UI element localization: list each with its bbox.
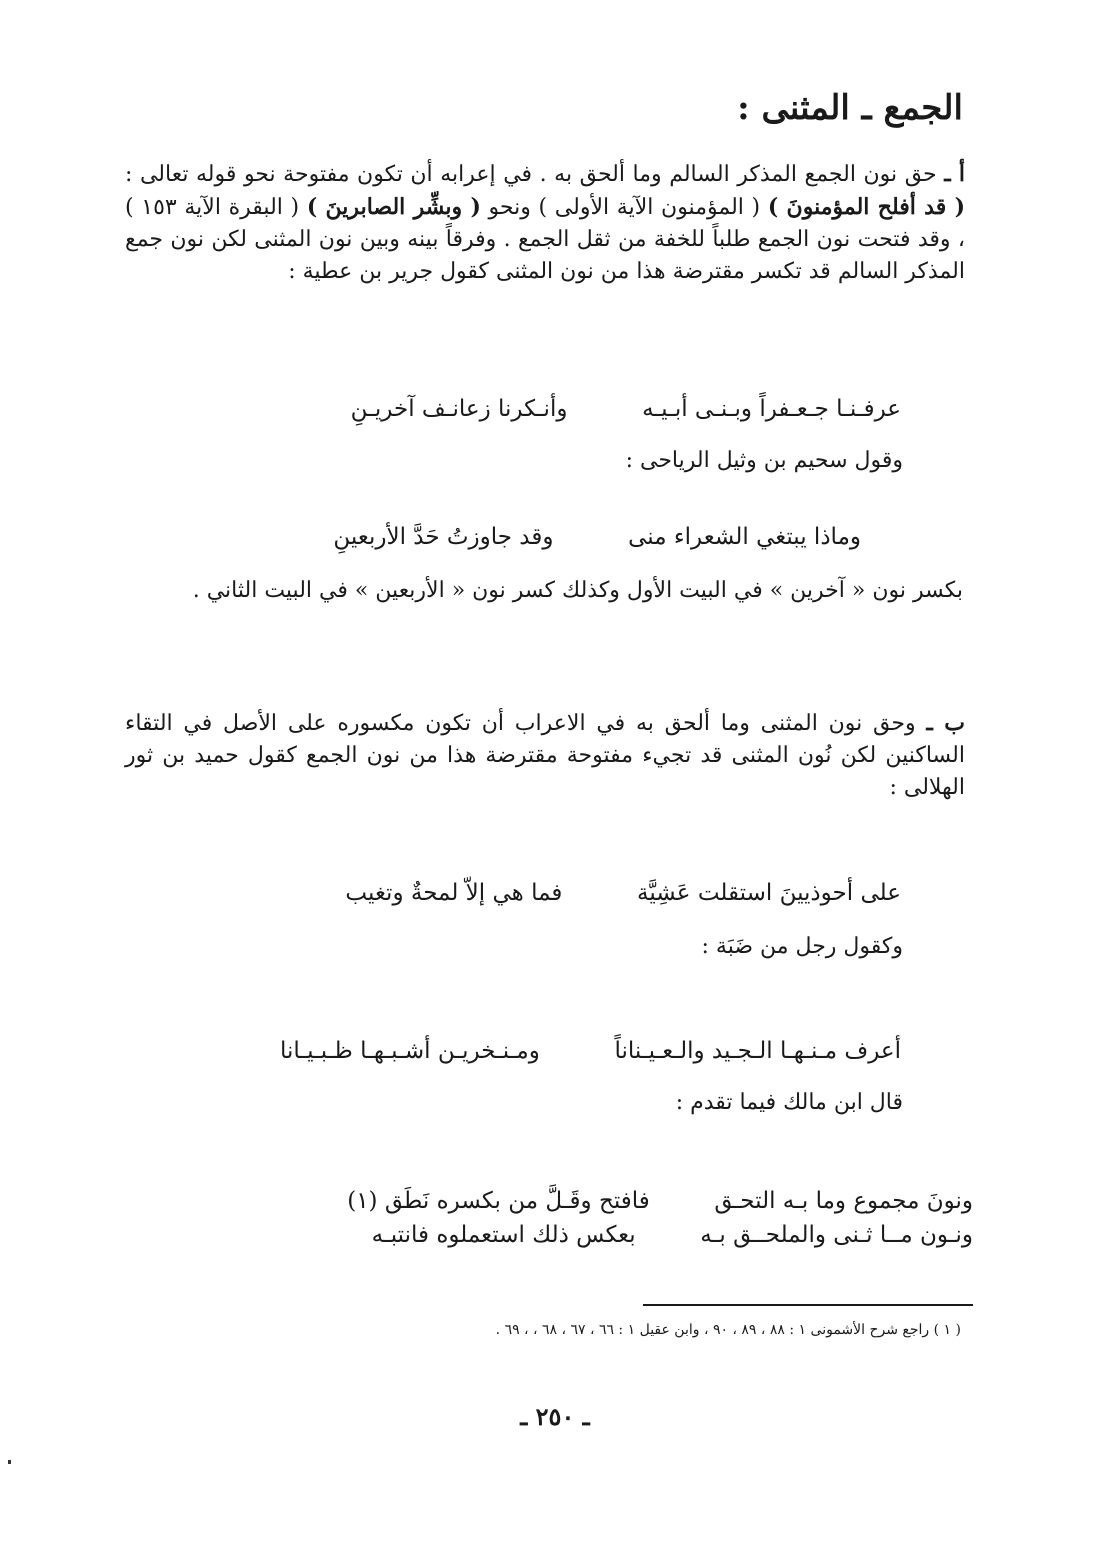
verse-4-first-hemistich: أعرف مـنـهـا الـجـيد والـعـيـناناً bbox=[614, 1038, 901, 1064]
paragraph-a-lead: أ ـ bbox=[944, 161, 965, 187]
verse-1-second-hemistich: وأنـكرنا زعانـف آخريـنِ bbox=[350, 396, 568, 422]
verse-4 bbox=[280, 1038, 901, 1064]
paragraph-after-verse-2: بكسر نون « آخرين » في البيت الأول وكذلك كسر نون « الأربعين » في البيت الثاني . bbox=[192, 578, 963, 603]
intro-line-1: وقول سحيم بن وثيل الرياحى : bbox=[625, 448, 903, 473]
quran-quote-1: ( قد أفلح المؤمنونَ ) bbox=[767, 194, 965, 220]
verse-5-second-hemistich: فافتح وقَـلَّ من بكسره نَطَق (١) bbox=[347, 1188, 650, 1214]
paragraph-a bbox=[125, 158, 965, 288]
verse-3 bbox=[345, 880, 901, 906]
verse-2-first-hemistich: وماذا يبتغي الشعراء منى bbox=[628, 524, 861, 550]
intro-line-3: وكقول رجل من ضَبَة : bbox=[701, 934, 903, 959]
paragraph-a-text-3: ( البقرة الآية ١٥٣ ) ، وقد فتحت نون الجمع طلباً للخفة من ثقل الجمع . وفرقاً بينه وبين نون المثنى لكن نون جمع المذكر السالم قد تكسر مقترضة هذا من نون المثنى كقول جرير بن عطية : bbox=[125, 195, 965, 284]
verse-3-first-hemistich: على أحوذيينَ استقلت عَشِيَّة bbox=[637, 880, 901, 906]
section-heading: الجمع ـ المثنى : bbox=[737, 88, 963, 128]
verse-2-second-hemistich: وقد جاوزتُ حَدَّ الأربعينِ bbox=[333, 524, 554, 550]
verse-5 bbox=[347, 1188, 973, 1214]
verse-1 bbox=[351, 396, 901, 422]
verse-4-second-hemistich: ومـنـخريـن أشـبـهـا ظـبـيـانا bbox=[279, 1038, 540, 1064]
paragraph-b bbox=[125, 707, 965, 804]
verse-5-first-hemistich: ونونَ مجموع وما بـه التحـق bbox=[714, 1188, 973, 1214]
paragraph-b-text: وحق نون المثنى وما ألحق به في الاعراب أن تكون مكسوره على الأصل في التقاء الساكنين لكن نُون المثنى قد تجيء مفتوحة مقترضة هذا من نون الجمع كقول حميد بن ثور الهلالى : bbox=[125, 711, 965, 800]
quran-quote-2: ( وبشِّر الصابرينَ ) bbox=[306, 194, 481, 220]
page-number: ـ ٢٥٠ ـ bbox=[520, 1402, 590, 1431]
verse-2 bbox=[333, 524, 861, 550]
verse-6 bbox=[372, 1222, 973, 1248]
intro-line-4: قال ابن مالك فيما تقدم : bbox=[675, 1090, 903, 1115]
verse-6-first-hemistich: ونـون مــا ثـنى والملحــق بـه bbox=[700, 1222, 973, 1248]
footnote-divider bbox=[643, 1304, 973, 1306]
verse-1-first-hemistich: عرفـنـا جـعـفراً وبـنـى أبـيـه bbox=[642, 396, 901, 422]
paragraph-b-lead: ب ـ bbox=[926, 710, 965, 736]
verse-6-second-hemistich: بعكس ذلك استعملوه فانتبـه bbox=[371, 1222, 636, 1248]
footnote: ( ١ ) راجع شرح الأشمونى ١ : ٨٨ ، ٨٩ ، ٩٠ ، وابن عقيل ١ : ٦٦ ، ٦٧ ، ٦٨ ، ، ٦٩ . bbox=[495, 1322, 961, 1338]
scan-speck bbox=[8, 1460, 11, 1464]
verse-3-second-hemistich: فما هي إلاّ لمحةٌ وتغيب bbox=[345, 880, 563, 906]
paragraph-a-text-1: حق نون الجمع المذكر السالم وما ألحق به . في إعرابه أن تكون مفتوحة نحو قوله تعالى : bbox=[125, 162, 945, 187]
paragraph-a-text-2: ( المؤمنون الآية الأولى ) ونحو bbox=[480, 195, 768, 220]
